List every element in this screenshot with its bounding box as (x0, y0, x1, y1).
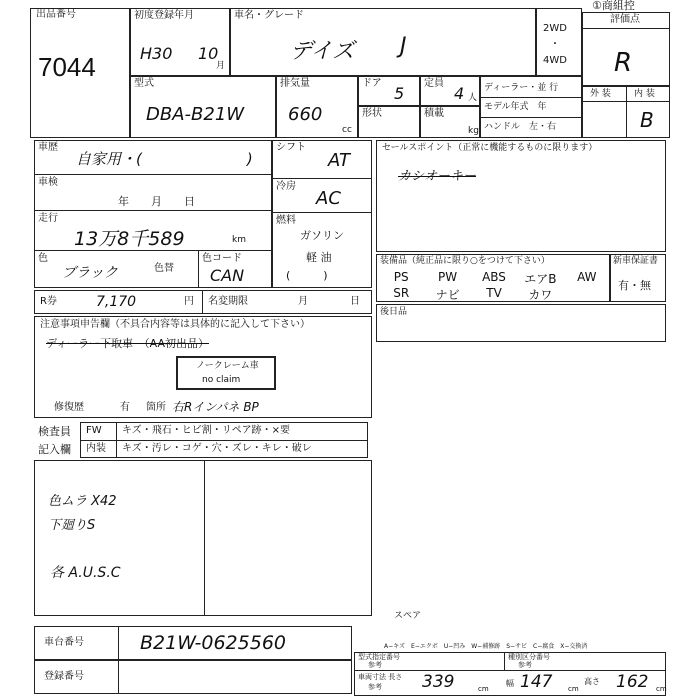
fuel-value: ガソリン (300, 229, 344, 242)
model-year-label: モデル年式 年 (484, 102, 547, 112)
chassis-value: B21W-0625560 (140, 632, 286, 654)
score-value: R (614, 48, 633, 78)
equip-navi: ナビ (435, 288, 460, 302)
displacement-value: 660 (288, 104, 323, 125)
name-grade-label: 車名・グレード (234, 10, 304, 21)
warranty-label: 新車保証書 (613, 256, 659, 266)
type-spec-label: 型式指定番号 (358, 653, 400, 661)
remark-2: 下廻りS (48, 518, 96, 533)
km-unit: km (232, 235, 246, 245)
interior-label: 内 装 (634, 89, 655, 99)
interior-value: B (640, 108, 654, 132)
category-sub: 参考 (518, 661, 532, 669)
dmg-xx-trunk: XX (518, 575, 535, 589)
aftermarket-label: 後日品 (380, 307, 408, 317)
shift-label: シフト (276, 142, 306, 153)
capacity-value: 4 (454, 84, 465, 103)
equip-pw: PW (438, 270, 458, 284)
dmg-a1-right-rear: A1 (622, 571, 638, 585)
recycle-value: 7,170 (96, 294, 137, 310)
lot-label: 出品番号 (36, 9, 76, 20)
length-cm: cm (478, 685, 489, 693)
width-value: 147 (520, 672, 553, 692)
person-unit: 人 (468, 93, 478, 103)
drive-dot: ・ (550, 39, 560, 50)
inspection-value: 年 月 日 (118, 195, 195, 208)
dmg-w: W (652, 539, 664, 553)
dmg-3-rear-left: 3 (425, 544, 433, 558)
dmg-s1-quarter: S1 (596, 483, 612, 497)
dmg-a1-right-front: A1 (626, 393, 642, 407)
color-label: 色 (38, 253, 48, 264)
drive-2wd: 2WD (543, 23, 567, 34)
dmg-c2-right: C2 (580, 411, 597, 425)
load-label: 積載 (424, 108, 444, 119)
notes-line1: ディーラー下取車 （AA初出品） (46, 337, 209, 350)
dmg-a2-rear-left: A2 (474, 617, 490, 631)
width-label: 幅 (506, 679, 514, 688)
dmg-s1-right-rocker: S1 (646, 447, 662, 461)
equip-empty (564, 286, 610, 300)
color-code-value: CAN (210, 266, 245, 285)
sales-points-box (376, 140, 666, 252)
first-reg-era: H30 (140, 44, 173, 63)
deadline-label: 名変期限 (208, 296, 248, 307)
usage-value: 自家用・( ) (76, 150, 253, 168)
repair-has: 有 (120, 402, 130, 413)
repair-detail: 右Rインパネ BP (172, 400, 259, 414)
doors-label: ドア (362, 78, 382, 89)
category-label: 種別区分番号 (508, 653, 550, 661)
dmg-a1-left-rear: A1 (418, 569, 434, 583)
height-cm: cm (656, 685, 667, 693)
equip-aw: AW (577, 270, 597, 284)
sales-points-value: カシオーキー (398, 169, 477, 184)
equipment-row-2 (378, 286, 610, 300)
shift-block (272, 140, 372, 288)
dmg-s1-rear-door: S1 (584, 517, 600, 531)
height-value: 162 (616, 672, 649, 692)
equipment-label: 装備品（純正品に限り○をつけて下さい） (380, 256, 550, 266)
dmg-xx-right-rear: XX (582, 549, 599, 563)
exterior-label: 外 装 (590, 89, 611, 99)
height-label: 高さ (584, 677, 600, 686)
dmg-3-front-left: 3 (425, 416, 433, 430)
equip-abs: ABS (482, 270, 506, 284)
dmg-3-front-right: 3 (621, 416, 629, 430)
repair-place: 箇所 (146, 402, 166, 413)
model-value: DBA-B21W (146, 104, 245, 125)
deadline-day: 日 (350, 296, 360, 307)
dmg-a2-rear-right: A2 (566, 617, 582, 631)
kg-unit: kg (468, 126, 479, 136)
mileage-label: 走行 (38, 213, 58, 224)
no-claim-jp: ノークレーム車 (196, 361, 259, 371)
chassis-label: 車台番号 (44, 637, 84, 648)
first-reg-month: 10 (198, 44, 219, 63)
dmg-w-1: 1 (654, 571, 662, 585)
score-label: 評価点 (610, 14, 640, 25)
deadline-month: 月 (298, 296, 308, 307)
repair-label: 修復歴 (54, 402, 84, 413)
interior-items: キズ・汚レ・コゲ・穴・ズレ・キレ・破レ (122, 443, 312, 454)
fuel-alt: 軽 油 (306, 251, 332, 264)
grade: J (400, 34, 407, 59)
interior-tag: 内装 (86, 443, 106, 454)
first-reg-label: 初度登録年月 (134, 10, 194, 21)
equip-airbag: エアB (524, 272, 557, 286)
fw-tag: FW (86, 425, 102, 436)
dmg-u1-right-rear: U1 (584, 567, 601, 581)
lot-number: 7044 (38, 52, 96, 82)
shape-label: 形状 (362, 108, 382, 119)
ac-value: AC (316, 188, 341, 209)
spare-label: スペア (394, 611, 422, 621)
dmg-w-2: 2 (654, 555, 662, 569)
remark-3: 各 A.U.S.C (50, 565, 121, 581)
type-spec-sub: 参考 (368, 661, 382, 669)
dmg-a1-top: A1 (568, 349, 584, 363)
dmg-c1-trunk: C1 (518, 557, 535, 571)
color-change-label: 色替 (154, 263, 174, 274)
fw-items: キズ・飛石・ヒビ割・リペア跡・×要 (122, 425, 290, 436)
capacity-label: 定員 (424, 78, 444, 89)
mileage-value: 13万8千589 (74, 228, 185, 250)
dmg-a1-right-fender: A1 (624, 381, 640, 395)
length-ref: 参考 (368, 683, 382, 691)
remark-1: 色ムラ X42 (48, 494, 117, 509)
drive-4wd: 4WD (543, 55, 567, 66)
damage-legend: A−キズ E−エクボ U−凹み W−補修跡 S−サビ C−腐食 X−交換済 (384, 643, 588, 650)
recycle-row (34, 290, 372, 314)
width-cm: cm (568, 685, 579, 693)
aftermarket-box (376, 304, 666, 342)
handle-label: ハンドル 左・右 (484, 122, 557, 132)
warranty-value: 有・無 (618, 279, 651, 292)
dmg-s1-hood: S1 (520, 399, 536, 413)
first-reg-month-unit: 月 (216, 61, 226, 71)
inspector-label: 検査員 (38, 425, 71, 438)
sales-points-label: セールスポイント（正常に機能するものに限ります） (382, 143, 598, 153)
notes-label: 注意事項申告欄（不具合内容等は具体的に記入して下さい） (40, 319, 310, 330)
reg-label: 登録番号 (44, 671, 84, 682)
color-value: ブラック (62, 265, 118, 281)
doors-value: 5 (394, 84, 405, 103)
entry-label: 記入欄 (38, 443, 71, 456)
inspection-label: 車検 (38, 177, 58, 188)
form-title-partial: ①商組控 (592, 0, 635, 12)
fuel-paren: ( ) (286, 269, 328, 282)
recycle-label: R券 (40, 296, 57, 307)
cc-unit: cc (342, 125, 352, 135)
equip-ps: PS (393, 270, 409, 284)
car-name: デイズ (290, 39, 355, 64)
displacement-label: 排気量 (280, 78, 310, 89)
equip-sr: SR (393, 286, 410, 300)
dealer-label: ディーラー・並 行 (484, 83, 559, 93)
equip-leather: カワ (528, 288, 553, 302)
no-claim-en: no claim (202, 375, 241, 385)
dmg-a4-top: A4 (478, 349, 494, 363)
color-code-label: 色コード (202, 253, 242, 264)
equip-tv: TV (486, 286, 502, 300)
fuel-label: 燃料 (276, 215, 296, 226)
usage-label: 車歴 (38, 142, 58, 153)
model-label: 型式 (134, 78, 154, 89)
dmg-c2-left: C2 (416, 389, 433, 403)
recycle-yen: 円 (184, 296, 194, 307)
shift-value: AT (328, 150, 350, 171)
length-label: 車両寸法 長さ (358, 673, 403, 681)
ac-label: 冷房 (276, 181, 296, 192)
dmg-3-rear-right: 3 (621, 544, 629, 558)
length-value: 339 (422, 672, 455, 692)
